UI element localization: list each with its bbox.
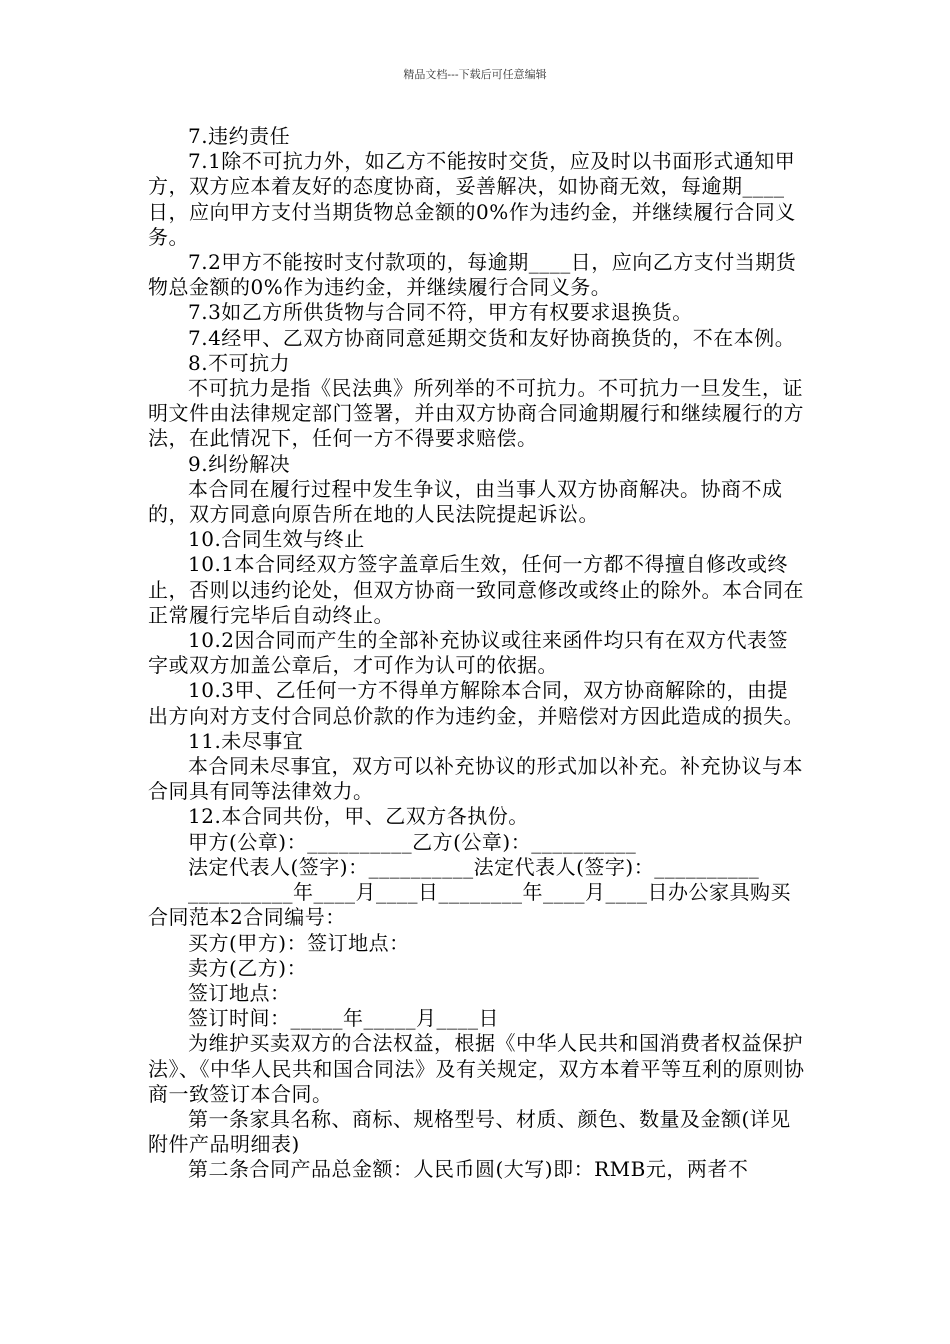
seller-line: 卖方(乙方)： xyxy=(188,955,308,980)
paragraph-10-3: 10.3甲、乙任何一方不得单方解除本合同，双方协商解除的，由提出方向对方支付合同总价款的作为违约金，并赔偿对方因此造成的损失。 xyxy=(148,678,804,728)
paragraph-preamble: 为维护买卖双方的合法权益，根据《中华人民共和国消费者权益保护法》、《中华人民共和国合同法》及有关规定，双方本着平等互利的原则协商一致签订本合同。 xyxy=(148,1031,805,1106)
paragraph-copies: 12.本合同共份，甲、乙双方各执份。 xyxy=(188,804,529,829)
section-heading-breach: 7.违约责任 xyxy=(188,124,291,148)
article-2: 第二条合同产品总金额：人民币圆(大写)即：RMB元，两者不 xyxy=(188,1157,749,1182)
signature-seal-line: 甲方(公章)：__________乙方(公章)：__________ xyxy=(188,829,637,854)
buyer-line: 买方(甲方)：签订地点： xyxy=(188,930,410,955)
section-heading-effect: 10.合同生效与终止 xyxy=(188,527,365,552)
document-body xyxy=(148,124,808,1183)
section-heading-force-majeure: 8.不可抗力 xyxy=(188,350,291,375)
paragraph-7-2: 7.2甲方不能按时支付款项的，每逾期____日，应向乙方支付当期货物总金额的0%作为违约金，并继续履行合同义务。 xyxy=(148,250,797,300)
paragraph-other: 本合同未尽事宜，双方可以补充协议的形式加以补充。补充协议与本合同具有同等法律效力。 xyxy=(148,754,803,804)
date-and-title-line: __________年____月____日________年____月____日办公家具购买合同范本2合同编号： xyxy=(148,880,791,930)
signature-representative-line: 法定代表人(签字)：__________法定代表人(签字)：__________ xyxy=(188,854,760,879)
section-heading-dispute: 9.纠纷解决 xyxy=(188,451,291,476)
paragraph-10-2: 10.2因合同而产生的全部补充协议或往来函件均只有在双方代表签字或双方加盖公章后，才可作为认可的依据。 xyxy=(148,628,789,678)
paragraph-7-1: 7.1除不可抗力外，如乙方不能按时交货，应及时以书面形式通知甲方，双方应本着友好的态度协商，妥善解决，如协商无效，每逾期____日，应向甲方支付当期货物总金额的0%作为违约金，并继续履行合同义务。 xyxy=(148,149,796,249)
page-header: 精品文档---下载后可任意编辑 xyxy=(403,68,547,81)
section-heading-other: 11.未尽事宜 xyxy=(188,728,304,753)
article-1: 第一条家具名称、商标、规格型号、材质、颜色、数量及金额(详见附件产品明细表) xyxy=(148,1106,791,1157)
paragraph-7-3: 7.3如乙方所供货物与合同不符，甲方有权要求退换货。 xyxy=(188,300,693,325)
paragraph-7-4: 7.4经甲、乙双方协商同意延期交货和友好协商换货的，不在本例。 xyxy=(188,325,796,350)
signing-place-line: 签订地点： xyxy=(188,980,291,1005)
paragraph-force-majeure: 不可抗力是指《民法典》所列举的不可抗力。不可抗力一旦发生，证明文件由法律规定部门签署，并由双方协商合同逾期履行和继续履行的方法，在此情况下，任何一方不得要求赔偿。 xyxy=(148,376,804,451)
signing-time-line: 签订时间：_____年_____月____日 xyxy=(188,1006,499,1031)
paragraph-10-1: 10.1本合同经双方签字盖章后生效，任何一方都不得擅自修改或终止，否则以违约论处，但双方协商一致同意修改或终止的除外。本合同在正常履行完毕后自动终止。 xyxy=(148,552,804,627)
paragraph-dispute: 本合同在履行过程中发生争议，由当事人双方协商解决。协商不成的，双方同意向原告所在地的人民法院提起诉讼。 xyxy=(148,476,783,527)
